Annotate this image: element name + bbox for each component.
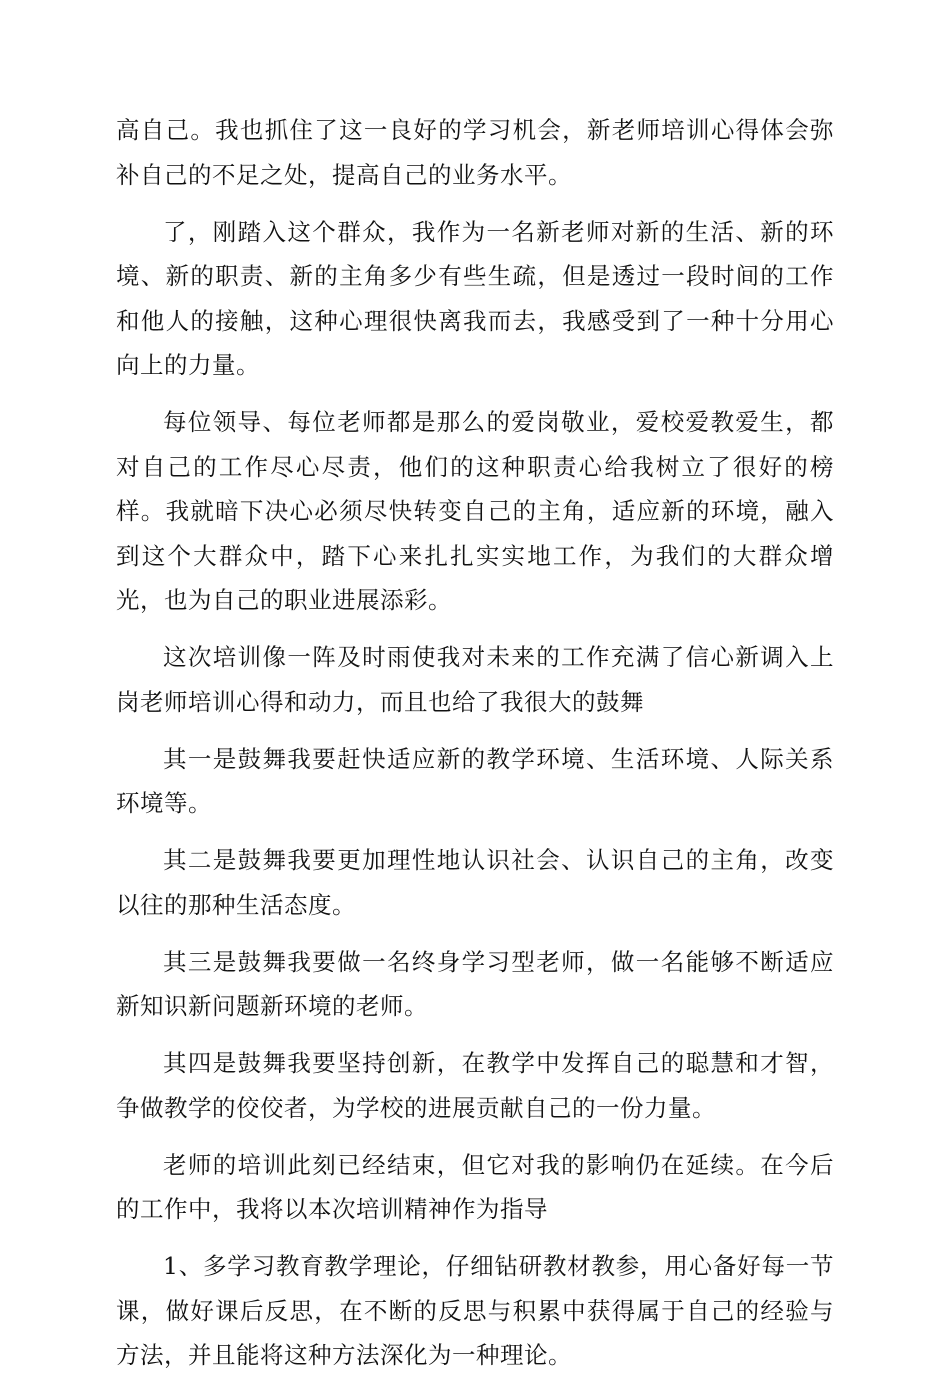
- paragraph-7: 其三是鼓舞我要做一名终身学习型老师，做一名能够不断适应新知识新问题新环境的老师。: [116, 947, 834, 1020]
- paragraph-6: 其二是鼓舞我要更加理性地认识社会、认识自己的主角，改变以往的那种生活态度。: [116, 846, 834, 919]
- paragraph-4: 这次培训像一阵及时雨使我对未来的工作充满了信心新调入上岗老师培训心得和动力，而且也给了我很大的鼓舞: [116, 643, 834, 716]
- paragraph-5: 其一是鼓舞我要赶快适应新的教学环境、生活环境、人际关系环境等。: [116, 744, 834, 817]
- paragraph-9: 老师的培训此刻已经结束，但它对我的影响仍在延续。在今后的工作中，我将以本次培训精神作为指导: [116, 1150, 834, 1223]
- paragraph-3: 每位领导、每位老师都是那么的爱岗敬业，爱校爱教爱生，都对自己的工作尽心尽责，他们的这种职责心给我树立了很好的榜样。我就暗下决心必须尽快转变自己的主角，适应新的环境，融入到这个大群众中，踏下心来扎扎实实地工作，为我们的大群众增光，也为自己的职业进展添彩。: [116, 408, 834, 614]
- paragraph-2: 了，刚踏入这个群众，我作为一名新老师对新的生活、新的环境、新的职责、新的主角多少有些生疏，但是透过一段时间的工作和他人的接触，这种心理很快离我而去，我感受到了一种十分用心向上的力量。: [116, 217, 834, 379]
- paragraph-1: 高自己。我也抓住了这一良好的学习机会，新老师培训心得体会弥补自己的不足之处，提高自己的业务水平。: [116, 116, 834, 189]
- document-body: [116, 108, 834, 1390]
- paragraph-8: 其四是鼓舞我要坚持创新，在教学中发挥自己的聪慧和才智，争做教学的佼佼者，为学校的进展贡献自己的一份力量。: [116, 1049, 834, 1122]
- paragraph-10: 1、多学习教育教学理论，仔细钻研教材教参，用心备好每一节课，做好课后反思，在不断的反思与积累中获得属于自己的经验与方法，并且能将这种方法深化为一种理论。: [116, 1252, 834, 1369]
